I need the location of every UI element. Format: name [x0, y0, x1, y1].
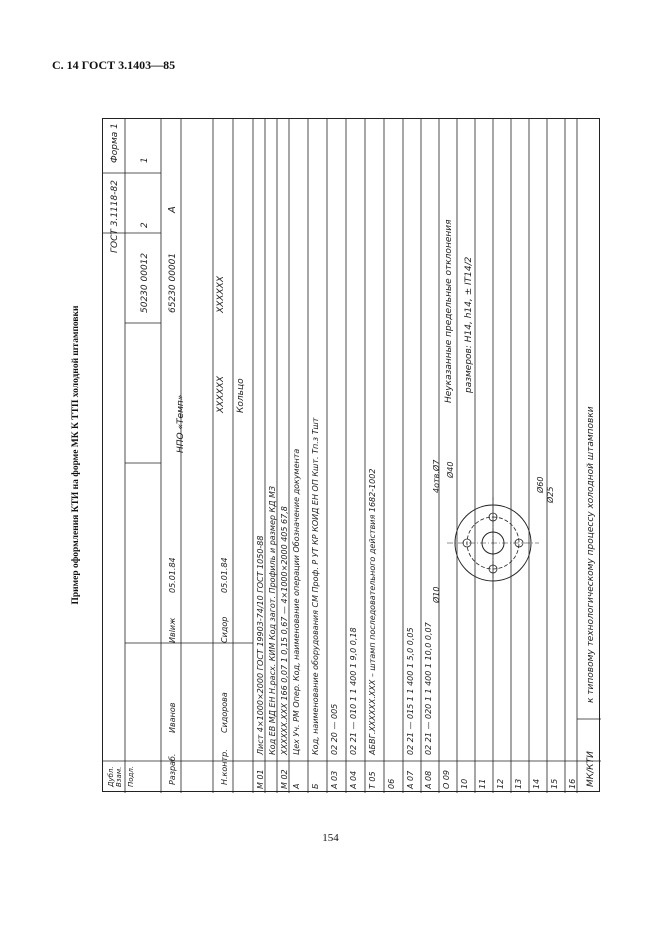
row-text: Код, наименование оборудования СМ Проф. Р УТ КР КОИД ЕН ОП Кшт. Тп.з Тшт — [311, 417, 320, 755]
sign-sign-2: Сидор — [220, 616, 229, 643]
side-caption: Пример оформления КТИ на форме МК К ТТП холодной штамповки — [71, 305, 81, 605]
corner-vzam: Взам. — [115, 766, 123, 787]
page-number: 154 — [322, 832, 339, 844]
row-text: 02 20 — 005 — [330, 703, 339, 755]
row-prefix: 14 — [532, 778, 541, 789]
row-text: Код ЕВ МД ЕН Н.расх. КИМ Код загот. Профиль и размер КД МЗ — [268, 485, 277, 755]
letter: А — [167, 206, 178, 213]
corner-dubl: Дубл. — [107, 766, 115, 787]
sign-role-1: Разраб. — [168, 753, 177, 785]
footer-code: МК/КТИ — [586, 751, 596, 787]
row-prefix: 16 — [568, 778, 577, 789]
sign-sign-1: Ивlиж — [168, 617, 177, 643]
sign-role-2: Н.контр. — [220, 749, 229, 785]
row-text: Лист 4×1000×2000 ГОСТ 19903-74/10 ГОСТ 1050-88 — [256, 535, 265, 755]
sheets-count: 2 — [140, 222, 150, 228]
row-prefix: 10 — [460, 778, 469, 789]
tolerance-values: размеров: Н14, h14, ± IT14/2 — [464, 256, 474, 393]
row-text: 02 21 — 015 1 1 400 1 5,0 0,05 — [406, 627, 415, 755]
part-drawing — [447, 497, 539, 589]
row-text: 02 21 — 020 1 1 400 1 10,0 0,07 — [424, 622, 433, 755]
row-prefix: А 04 — [349, 770, 358, 789]
drawing-label-d40: Ø40 — [446, 461, 455, 478]
doc-code-2: 65230 00001 — [168, 252, 178, 313]
sign-name-1: Иванов — [168, 702, 177, 733]
row-prefix: М 01 — [256, 769, 265, 789]
form-drawing — [103, 119, 601, 793]
sign-date-2: 05.01.84 — [220, 557, 229, 593]
row-prefix: А 08 — [424, 770, 433, 789]
doc-number-2: XXXXXX — [216, 276, 226, 313]
sign-date-1: 05.01.84 — [168, 557, 177, 593]
doc-code-1: 50230 00012 — [140, 252, 150, 313]
drawing-label-d25: Ø25 — [546, 486, 555, 503]
running-head: С. 14 ГОСТ 3.1403—85 — [52, 58, 176, 72]
tolerance-note: Неуказанные предельные отклонения — [444, 219, 454, 403]
row-prefix: 15 — [550, 778, 559, 789]
row-text: 02 21 — 010 1 1 400 1 9,0 0,18 — [349, 627, 358, 755]
row-prefix: 12 — [496, 778, 505, 789]
side-caption-area — [66, 115, 86, 795]
row-prefix: Б — [311, 783, 320, 789]
part-name: Кольцо — [236, 378, 246, 413]
drawing-label-d10: Ø10 — [432, 586, 441, 603]
row-prefix: А — [292, 783, 301, 789]
corner-podl: Подл. — [127, 765, 135, 787]
row-prefix: М 02 — [280, 769, 289, 789]
sign-name-2: Сидорова — [220, 692, 229, 733]
row-text: Цех Уч. РМ Опер. Код, наименование операции Обозначение документа — [292, 448, 301, 755]
standard-label: ГОСТ 3.1118-82 — [110, 180, 120, 253]
drawing-label-d60: Ø60 — [536, 476, 545, 493]
technological-route-form — [102, 118, 600, 792]
org-name: НПО «Темп» — [176, 394, 186, 453]
row-text: АБВГ.XXXXXX.XXX – штамп последовательного действия 1682-1002 — [368, 468, 377, 755]
doc-number: XXXXXX — [216, 376, 226, 413]
row-prefix: А 03 — [330, 770, 339, 789]
form-label: Форма 1 — [110, 123, 120, 163]
row-prefix: 06 — [387, 778, 396, 789]
sheet-number: 1 — [140, 157, 150, 163]
row-prefix: 13 — [514, 778, 523, 789]
row-prefix: Т 05 — [368, 771, 377, 789]
row-prefix: О 09 — [442, 769, 451, 789]
row-prefix: 11 — [478, 778, 487, 789]
row-text: XXXXXX.XXX 166 0,07 1 0,15 0,67 — 4×1000×2000 405 67,8 — [280, 506, 289, 755]
drawing-label-holes: 4отв.Ø7 — [432, 459, 441, 493]
footer-text: к типовому технологическому процессу холодной штамповки — [586, 406, 596, 703]
row-prefix: А 07 — [406, 770, 415, 789]
